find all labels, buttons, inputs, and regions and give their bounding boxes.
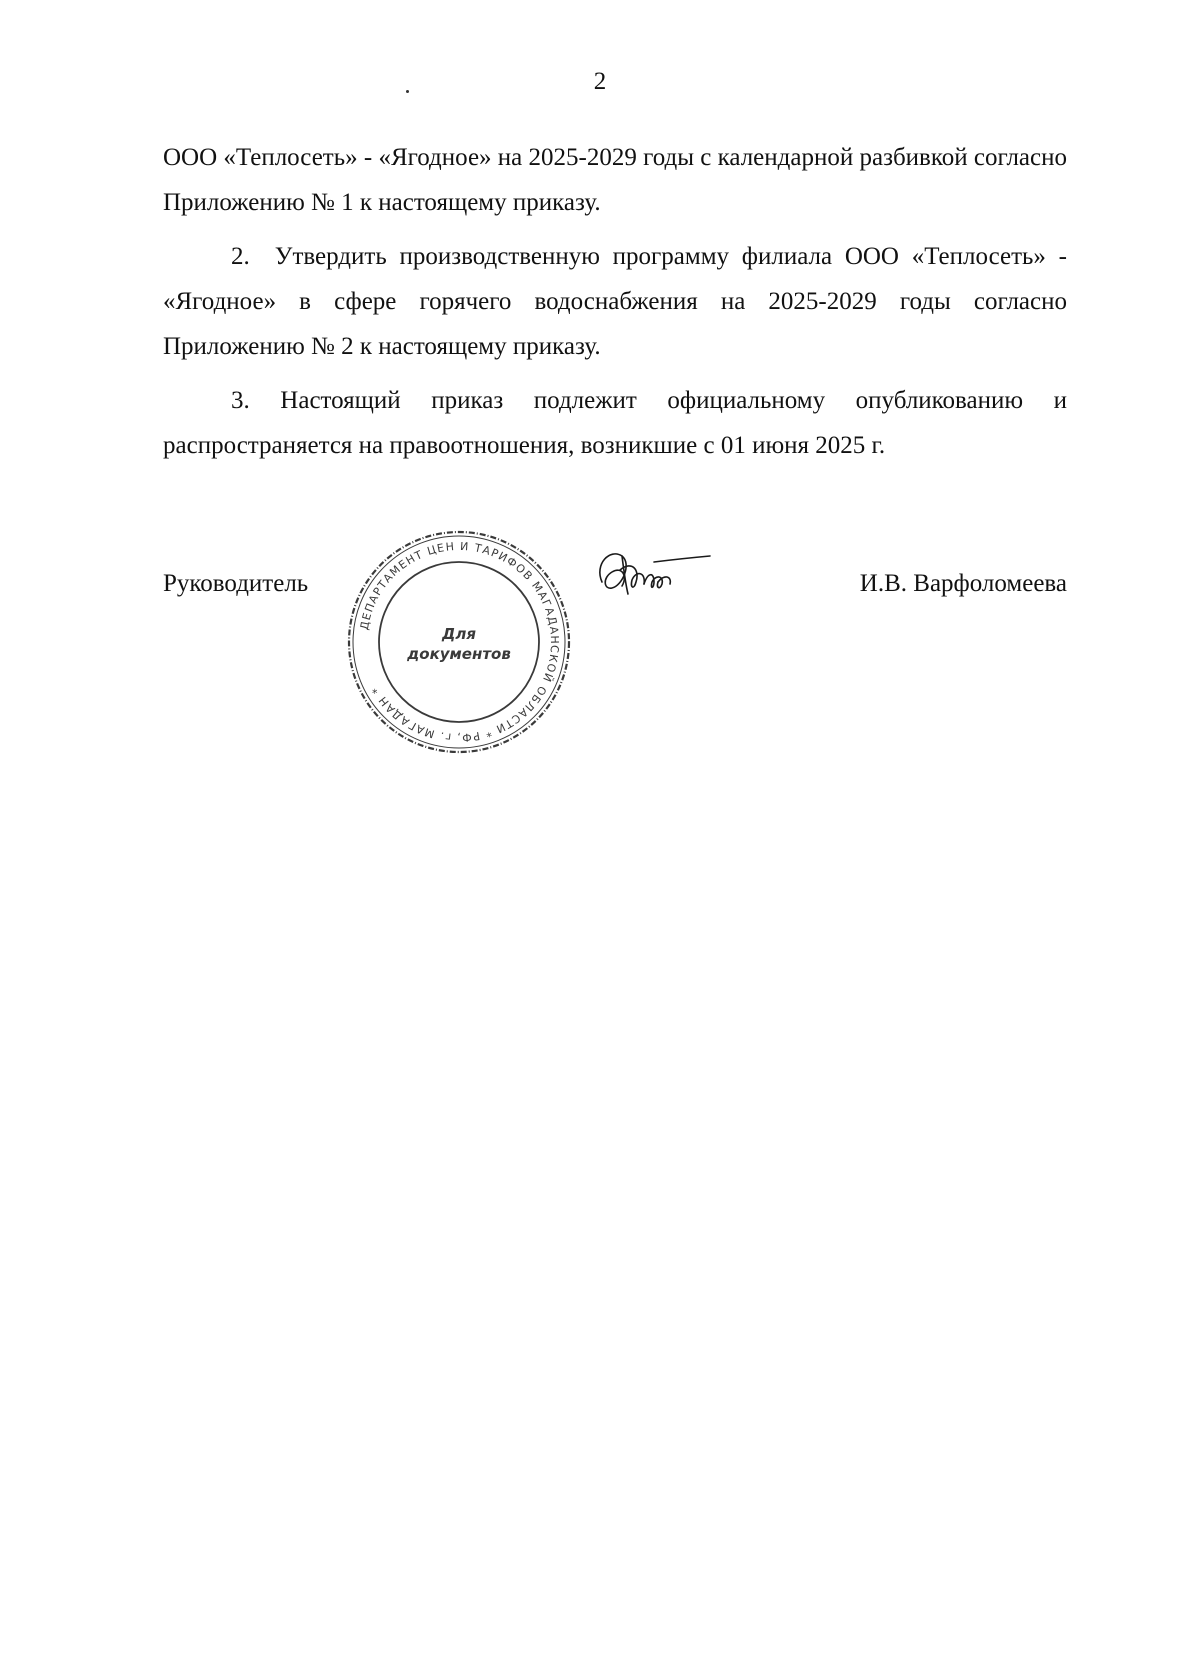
signatory-name: И.В. Варфоломеева (859, 570, 1067, 597)
handwritten-signature (592, 542, 712, 612)
paragraph-item-3: 3. Настоящий приказ подлежит официальному опубликованию и распространяется на правоотношения, возникшие с 01 июня 2025 г. (163, 387, 1067, 459)
document-body (163, 135, 1067, 477)
paragraph-item-2: 2. Утвердить производственную программу филиала ООО «Теплосеть» - «Ягодное» в сфере горячего водоснабжения на 2025-2029 годы согласно Приложению № 2 к настоящему приказу. (163, 243, 1067, 360)
stamp-center-line-1: Для (442, 625, 476, 643)
signatory-role: Руководитель (163, 570, 309, 597)
paragraph-continuation: ООО «Теплосеть» - «Ягодное» на 2025-2029 годы с календарной разбивкой согласно Приложению № 1 к настоящему приказу. (163, 144, 1067, 216)
page-number: 2 (593, 68, 607, 95)
official-stamp (344, 527, 574, 757)
stamp-center-line-2: документов (407, 645, 511, 663)
stamp-ring-text: ДЕПАРТАМЕНТ ЦЕН И ТАРИФОВ МАГАДАНСКОЙ ОБЛАСТИ * РФ, г. МАГАДАН * (357, 539, 562, 745)
scan-speck (406, 90, 409, 93)
